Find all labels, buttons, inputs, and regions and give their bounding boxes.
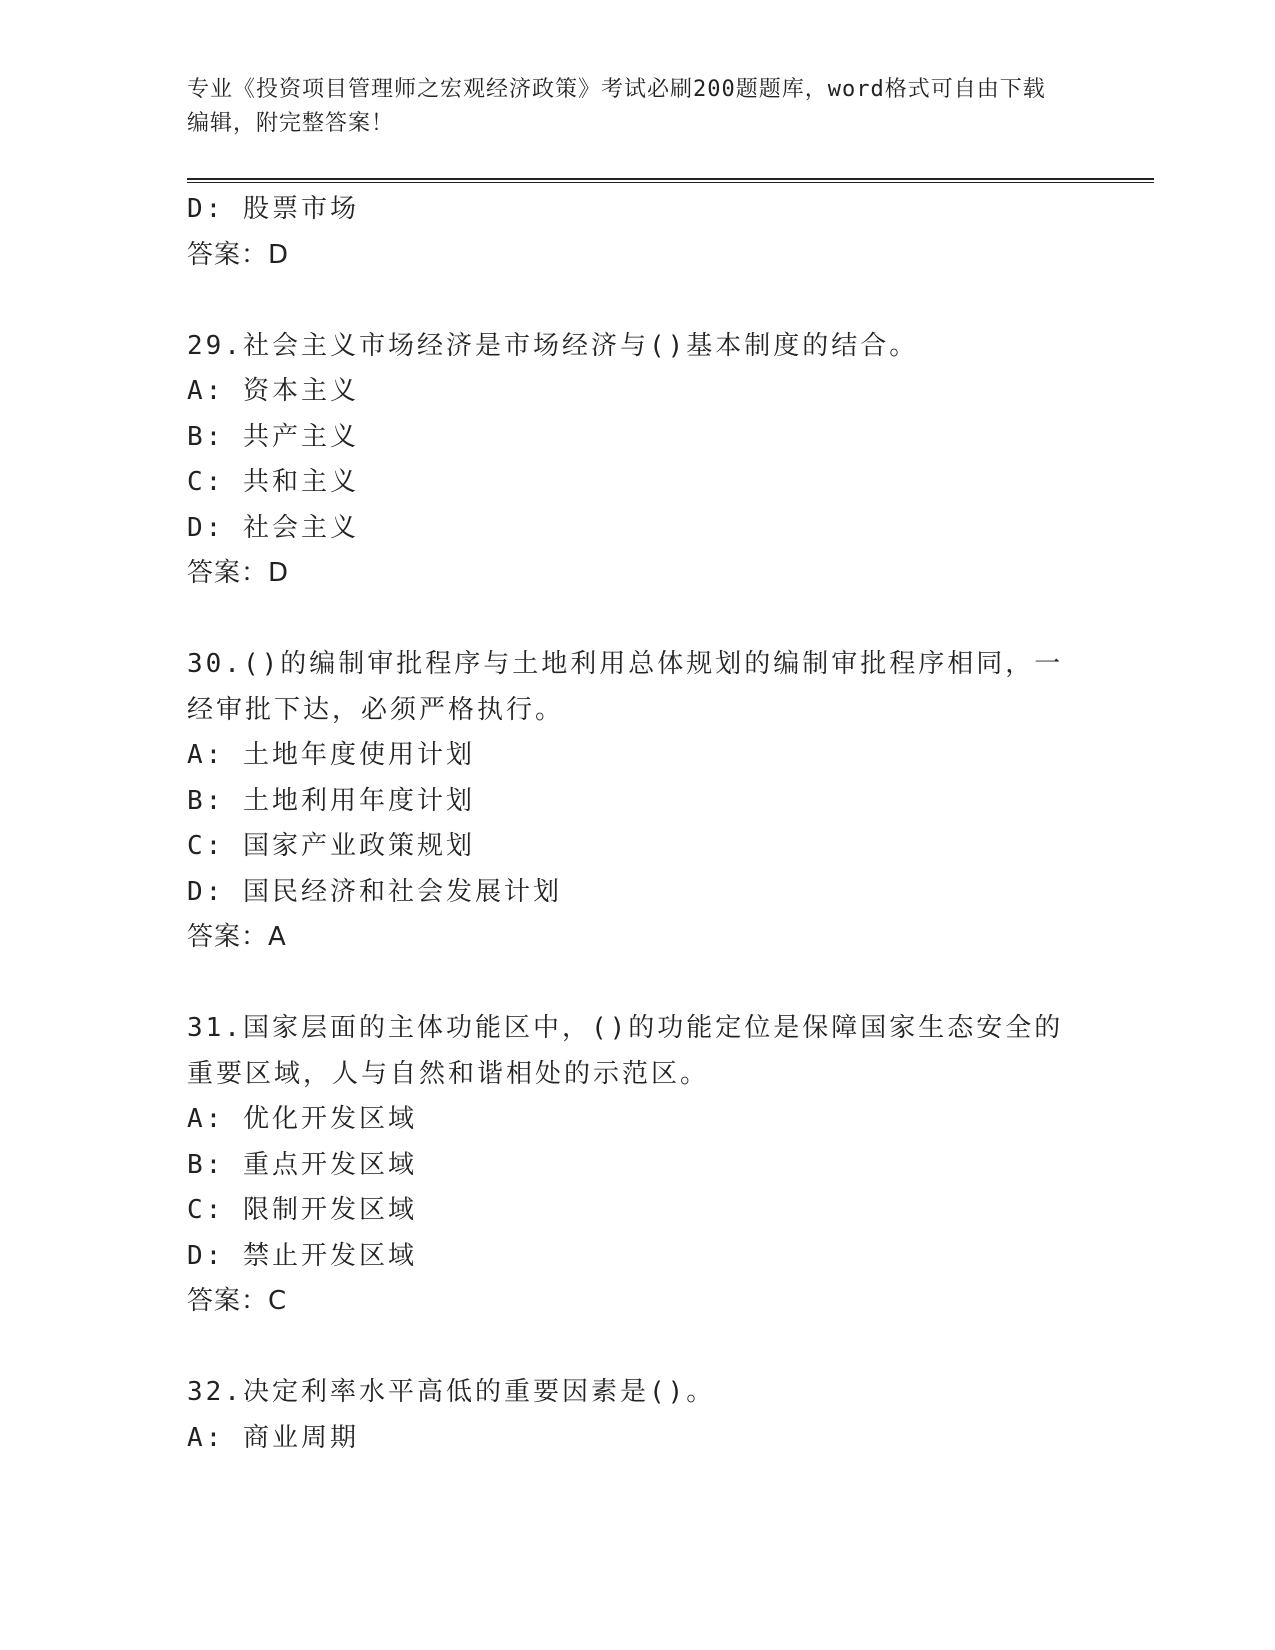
question-stem: 29.社会主义市场经济是市场经济与()基本制度的结合。 xyxy=(187,330,919,361)
answer: 答案：C xyxy=(187,1286,288,1316)
document-header: 专业《投资项目管理师之宏观经济政策》考试必刷200题题库，word格式可自由下载编辑，附完整答案！ xyxy=(187,77,1046,136)
option-c: C: 国家产业政策规划 xyxy=(187,831,475,861)
option-b: B: 土地利用年度计划 xyxy=(187,785,475,816)
option-c: C: 共和主义 xyxy=(187,467,359,497)
question-stem: 32.决定利率水平高低的重要因素是()。 xyxy=(187,1377,716,1407)
option-d: D: 国民经济和社会发展计划 xyxy=(187,876,562,907)
header-divider xyxy=(187,178,1154,183)
prev-answer: 答案：D xyxy=(187,239,290,270)
option-c: C: 限制开发区域 xyxy=(187,1195,417,1225)
option-a: A: 商业周期 xyxy=(187,1422,359,1453)
option-d: D: 社会主义 xyxy=(187,512,359,543)
option-b: B: 重点开发区域 xyxy=(187,1149,417,1180)
question-30 xyxy=(187,642,1087,961)
option-d: D: 禁止开发区域 xyxy=(187,1240,417,1271)
question-stem: 30.()的编制审批程序与土地利用总体规划的编制审批程序相同，一经审批下达，必须严格执行。 xyxy=(187,649,1064,725)
question-29 xyxy=(187,324,1087,597)
prev-option-d: D: 股票市场 xyxy=(187,194,359,224)
option-b: B: 共产主义 xyxy=(187,421,359,452)
option-a: A: 资本主义 xyxy=(187,376,359,406)
question-32 xyxy=(187,1370,1087,1461)
answer: 答案：D xyxy=(187,558,290,588)
option-a: A: 优化开发区域 xyxy=(187,1104,417,1134)
option-a: A: 土地年度使用计划 xyxy=(187,740,475,770)
question-31 xyxy=(187,1006,1087,1325)
answer: 答案：A xyxy=(187,922,287,952)
question-content xyxy=(187,187,1087,1461)
question-stem: 31.国家层面的主体功能区中，()的功能定位是保障国家生态安全的重要区域，人与自然和谐相处的示范区。 xyxy=(187,1013,1064,1089)
